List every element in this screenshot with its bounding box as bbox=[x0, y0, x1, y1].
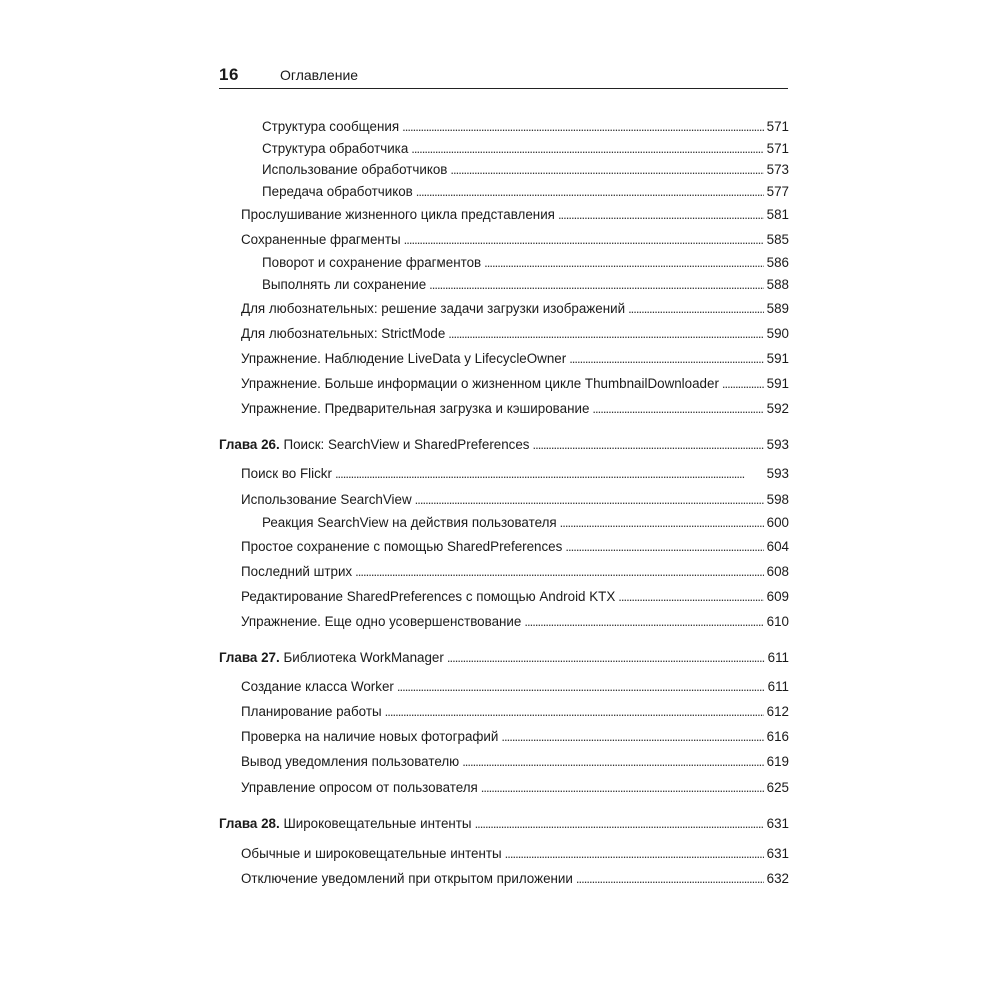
dot-leader bbox=[475, 814, 764, 834]
toc-section-entry bbox=[241, 537, 789, 557]
toc-entry-title bbox=[219, 435, 530, 455]
chapter-number: Глава 27. bbox=[219, 650, 280, 665]
toc-entry-title bbox=[241, 205, 555, 225]
toc-page-number: 577 bbox=[766, 184, 789, 199]
dot-leader bbox=[448, 324, 763, 344]
entry-title-text: Выполнять ли сохранение bbox=[262, 277, 427, 292]
toc-section-entry bbox=[241, 299, 789, 319]
dot-leader bbox=[415, 490, 764, 510]
toc-entry-title bbox=[241, 702, 382, 722]
toc-page-number: 612 bbox=[766, 704, 789, 719]
entry-title-text: Упражнение. Еще одно усовершенствование bbox=[241, 614, 522, 629]
chapter-number: Глава 26. bbox=[219, 437, 280, 452]
toc-subsection-entry bbox=[262, 182, 789, 202]
toc-section-entry bbox=[241, 778, 789, 798]
toc-entry-title bbox=[241, 490, 412, 510]
toc-entry-title bbox=[241, 324, 445, 344]
dot-leader bbox=[576, 869, 764, 889]
toc-page-number: 571 bbox=[766, 141, 789, 156]
toc-section-entry bbox=[241, 464, 789, 484]
entry-title-text: Поиск во Flickr bbox=[241, 466, 332, 481]
toc-entry-title bbox=[241, 677, 394, 697]
dot-leader bbox=[404, 230, 764, 250]
toc-page-number: 631 bbox=[766, 846, 789, 861]
entry-title-text: Управление опросом от пользователя bbox=[241, 780, 478, 795]
toc-section-entry bbox=[241, 587, 789, 607]
entry-title-text: Поворот и сохранение фрагментов bbox=[262, 255, 482, 270]
page-header bbox=[219, 62, 788, 88]
entry-title-text: Обычные и широковещательные интенты bbox=[241, 846, 502, 861]
dot-leader bbox=[565, 537, 763, 557]
toc-chapter-entry bbox=[219, 435, 789, 455]
dot-leader bbox=[501, 727, 763, 747]
dot-leader bbox=[505, 844, 764, 864]
dot-leader bbox=[462, 752, 763, 772]
toc-entry-title bbox=[241, 778, 478, 798]
toc-page-number: 608 bbox=[766, 564, 789, 579]
toc-entry-title bbox=[241, 844, 502, 864]
toc-entry-title bbox=[262, 182, 413, 202]
toc-section-entry bbox=[241, 205, 789, 225]
toc-subsection-entry bbox=[262, 513, 789, 533]
toc-entry-title bbox=[241, 587, 615, 607]
toc-entry-title bbox=[241, 537, 562, 557]
dot-leader bbox=[335, 464, 764, 484]
dot-leader bbox=[618, 587, 763, 607]
toc-entry-title bbox=[241, 230, 401, 250]
toc-entry-title bbox=[241, 612, 521, 632]
toc-entry-title bbox=[241, 399, 589, 419]
toc-section-entry bbox=[241, 752, 789, 772]
toc-page-number: 593 bbox=[766, 437, 789, 452]
toc-section-entry bbox=[241, 869, 789, 889]
entry-title-text: Последний штрих bbox=[241, 564, 353, 579]
entry-title-text: Сохраненные фрагменты bbox=[241, 232, 401, 247]
entry-title-text: Упражнение. Предварительная загрузка и кэширование bbox=[241, 401, 590, 416]
toc-entry-title bbox=[219, 648, 444, 668]
toc-entry-title bbox=[241, 349, 566, 369]
entry-title-text: Проверка на наличие новых фотографий bbox=[241, 729, 499, 744]
dot-leader bbox=[397, 677, 765, 697]
entry-title-text: Создание класса Worker bbox=[241, 679, 394, 694]
toc-page-number: 611 bbox=[767, 679, 789, 694]
entry-title-text: Упражнение. Наблюдение LiveData у LifecycleOwner bbox=[241, 351, 567, 366]
entry-title-text: Упражнение. Больше информации о жизненном цикле ThumbnailDownloader bbox=[241, 376, 719, 391]
entry-title-text: Простое сохранение с помощью SharedPreferences bbox=[241, 539, 563, 554]
toc-page-number: 610 bbox=[766, 614, 789, 629]
toc-entry-title bbox=[262, 253, 481, 273]
dot-leader bbox=[447, 648, 765, 668]
entry-title-text: Для любознательных: StrictMode bbox=[241, 326, 446, 341]
toc-page-number: 625 bbox=[766, 780, 789, 795]
toc-section-entry bbox=[241, 324, 789, 344]
toc-section-entry bbox=[241, 230, 789, 250]
dot-leader bbox=[524, 612, 763, 632]
dot-leader bbox=[722, 374, 764, 394]
toc-page-number: 592 bbox=[766, 401, 789, 416]
entry-title-text: Широковещательные интенты bbox=[283, 816, 472, 831]
toc-subsection-entry bbox=[262, 139, 789, 159]
toc-page-number: 600 bbox=[766, 515, 789, 530]
toc-entry-title bbox=[241, 464, 332, 484]
dot-leader bbox=[569, 349, 763, 369]
entry-title-text: Отключение уведомлений при открытом приложении bbox=[241, 871, 573, 886]
toc-entry-title bbox=[241, 374, 719, 394]
toc-page-number: 588 bbox=[766, 277, 789, 292]
toc-page-number: 604 bbox=[766, 539, 789, 554]
entry-title-text: Использование SearchView bbox=[241, 492, 412, 507]
toc-entry-title bbox=[241, 299, 625, 319]
toc-section-entry bbox=[241, 727, 789, 747]
toc-page-number: 571 bbox=[766, 119, 789, 134]
entry-title-text: Поиск: SearchView и SharedPreferences bbox=[283, 437, 530, 452]
toc-subsection-entry bbox=[262, 253, 789, 273]
toc-entry-title bbox=[219, 814, 472, 834]
header-divider bbox=[219, 88, 788, 89]
toc-page-number: 591 bbox=[766, 351, 789, 366]
entry-title-text: Структура сообщения bbox=[262, 119, 400, 134]
toc-page-number: 573 bbox=[766, 162, 789, 177]
entry-title-text: Структура обработчика bbox=[262, 141, 409, 156]
page-number: 16 bbox=[219, 65, 239, 84]
entry-title-text: Редактирование SharedPreferences с помощью Android KTX bbox=[241, 589, 616, 604]
toc-entry-title bbox=[241, 752, 459, 772]
running-title: Оглавление bbox=[280, 67, 359, 83]
dot-leader bbox=[416, 182, 764, 202]
dot-leader bbox=[558, 205, 764, 225]
dot-leader bbox=[484, 253, 764, 273]
toc-page-number: 598 bbox=[766, 492, 789, 507]
toc-section-entry bbox=[241, 349, 789, 369]
toc-page-number: 591 bbox=[766, 376, 789, 391]
toc-entry-title bbox=[241, 562, 352, 582]
toc-page-number: 619 bbox=[766, 754, 789, 769]
toc-section-entry bbox=[241, 612, 789, 632]
toc-section-entry bbox=[241, 490, 789, 510]
toc-page-number: 609 bbox=[766, 589, 789, 604]
chapter-number: Глава 28. bbox=[219, 816, 280, 831]
entry-title-text: Прослушивание жизненного цикла представления bbox=[241, 207, 555, 222]
dot-leader bbox=[592, 399, 763, 419]
dot-leader bbox=[533, 435, 764, 455]
toc-section-entry bbox=[241, 844, 789, 864]
dot-leader bbox=[481, 778, 764, 798]
dot-leader bbox=[450, 160, 763, 180]
toc-page-number: 631 bbox=[766, 816, 789, 831]
entry-title-text: Планирование работы bbox=[241, 704, 382, 719]
toc-page-number: 589 bbox=[766, 301, 789, 316]
dot-leader bbox=[411, 139, 763, 159]
toc-page-number: 586 bbox=[766, 255, 789, 270]
toc-section-entry bbox=[241, 702, 789, 722]
toc-section-entry bbox=[241, 374, 789, 394]
toc-page-number: 593 bbox=[766, 466, 789, 481]
toc-entry-title bbox=[262, 160, 447, 180]
toc-entry-title bbox=[241, 869, 573, 889]
dot-leader bbox=[628, 299, 764, 319]
toc-section-entry bbox=[241, 562, 789, 582]
toc-section-entry bbox=[241, 399, 789, 419]
toc-page-number: 632 bbox=[766, 871, 789, 886]
entry-title-text: Использование обработчиков bbox=[262, 162, 448, 177]
toc-page-number: 581 bbox=[766, 207, 789, 222]
toc-entry-title bbox=[241, 727, 498, 747]
toc-chapter-entry bbox=[219, 648, 789, 668]
entry-title-text: Вывод уведомления пользователю bbox=[241, 754, 460, 769]
dot-leader bbox=[402, 117, 764, 137]
toc-entry-title bbox=[262, 275, 426, 295]
toc-entry-title bbox=[262, 513, 557, 533]
toc-page-number: 590 bbox=[766, 326, 789, 341]
dot-leader bbox=[560, 513, 764, 533]
toc-subsection-entry bbox=[262, 275, 789, 295]
dot-leader bbox=[355, 562, 764, 582]
toc-entry-title bbox=[262, 117, 399, 137]
toc-page-number: 611 bbox=[767, 650, 789, 665]
entry-title-text: Для любознательных: решение задачи загрузки изображений bbox=[241, 301, 626, 316]
toc-subsection-entry bbox=[262, 160, 789, 180]
toc-page-number: 616 bbox=[766, 729, 789, 744]
entry-title-text: Библиотека WorkManager bbox=[283, 650, 444, 665]
toc-entry-title bbox=[262, 139, 408, 159]
toc-subsection-entry bbox=[262, 117, 789, 137]
entry-title-text: Передача обработчиков bbox=[262, 184, 413, 199]
dot-leader bbox=[385, 702, 764, 722]
toc-chapter-entry bbox=[219, 814, 789, 834]
toc-page-number: 585 bbox=[766, 232, 789, 247]
entry-title-text: Реакция SearchView на действия пользователя bbox=[262, 515, 557, 530]
dot-leader bbox=[429, 275, 763, 295]
toc-section-entry bbox=[241, 677, 789, 697]
